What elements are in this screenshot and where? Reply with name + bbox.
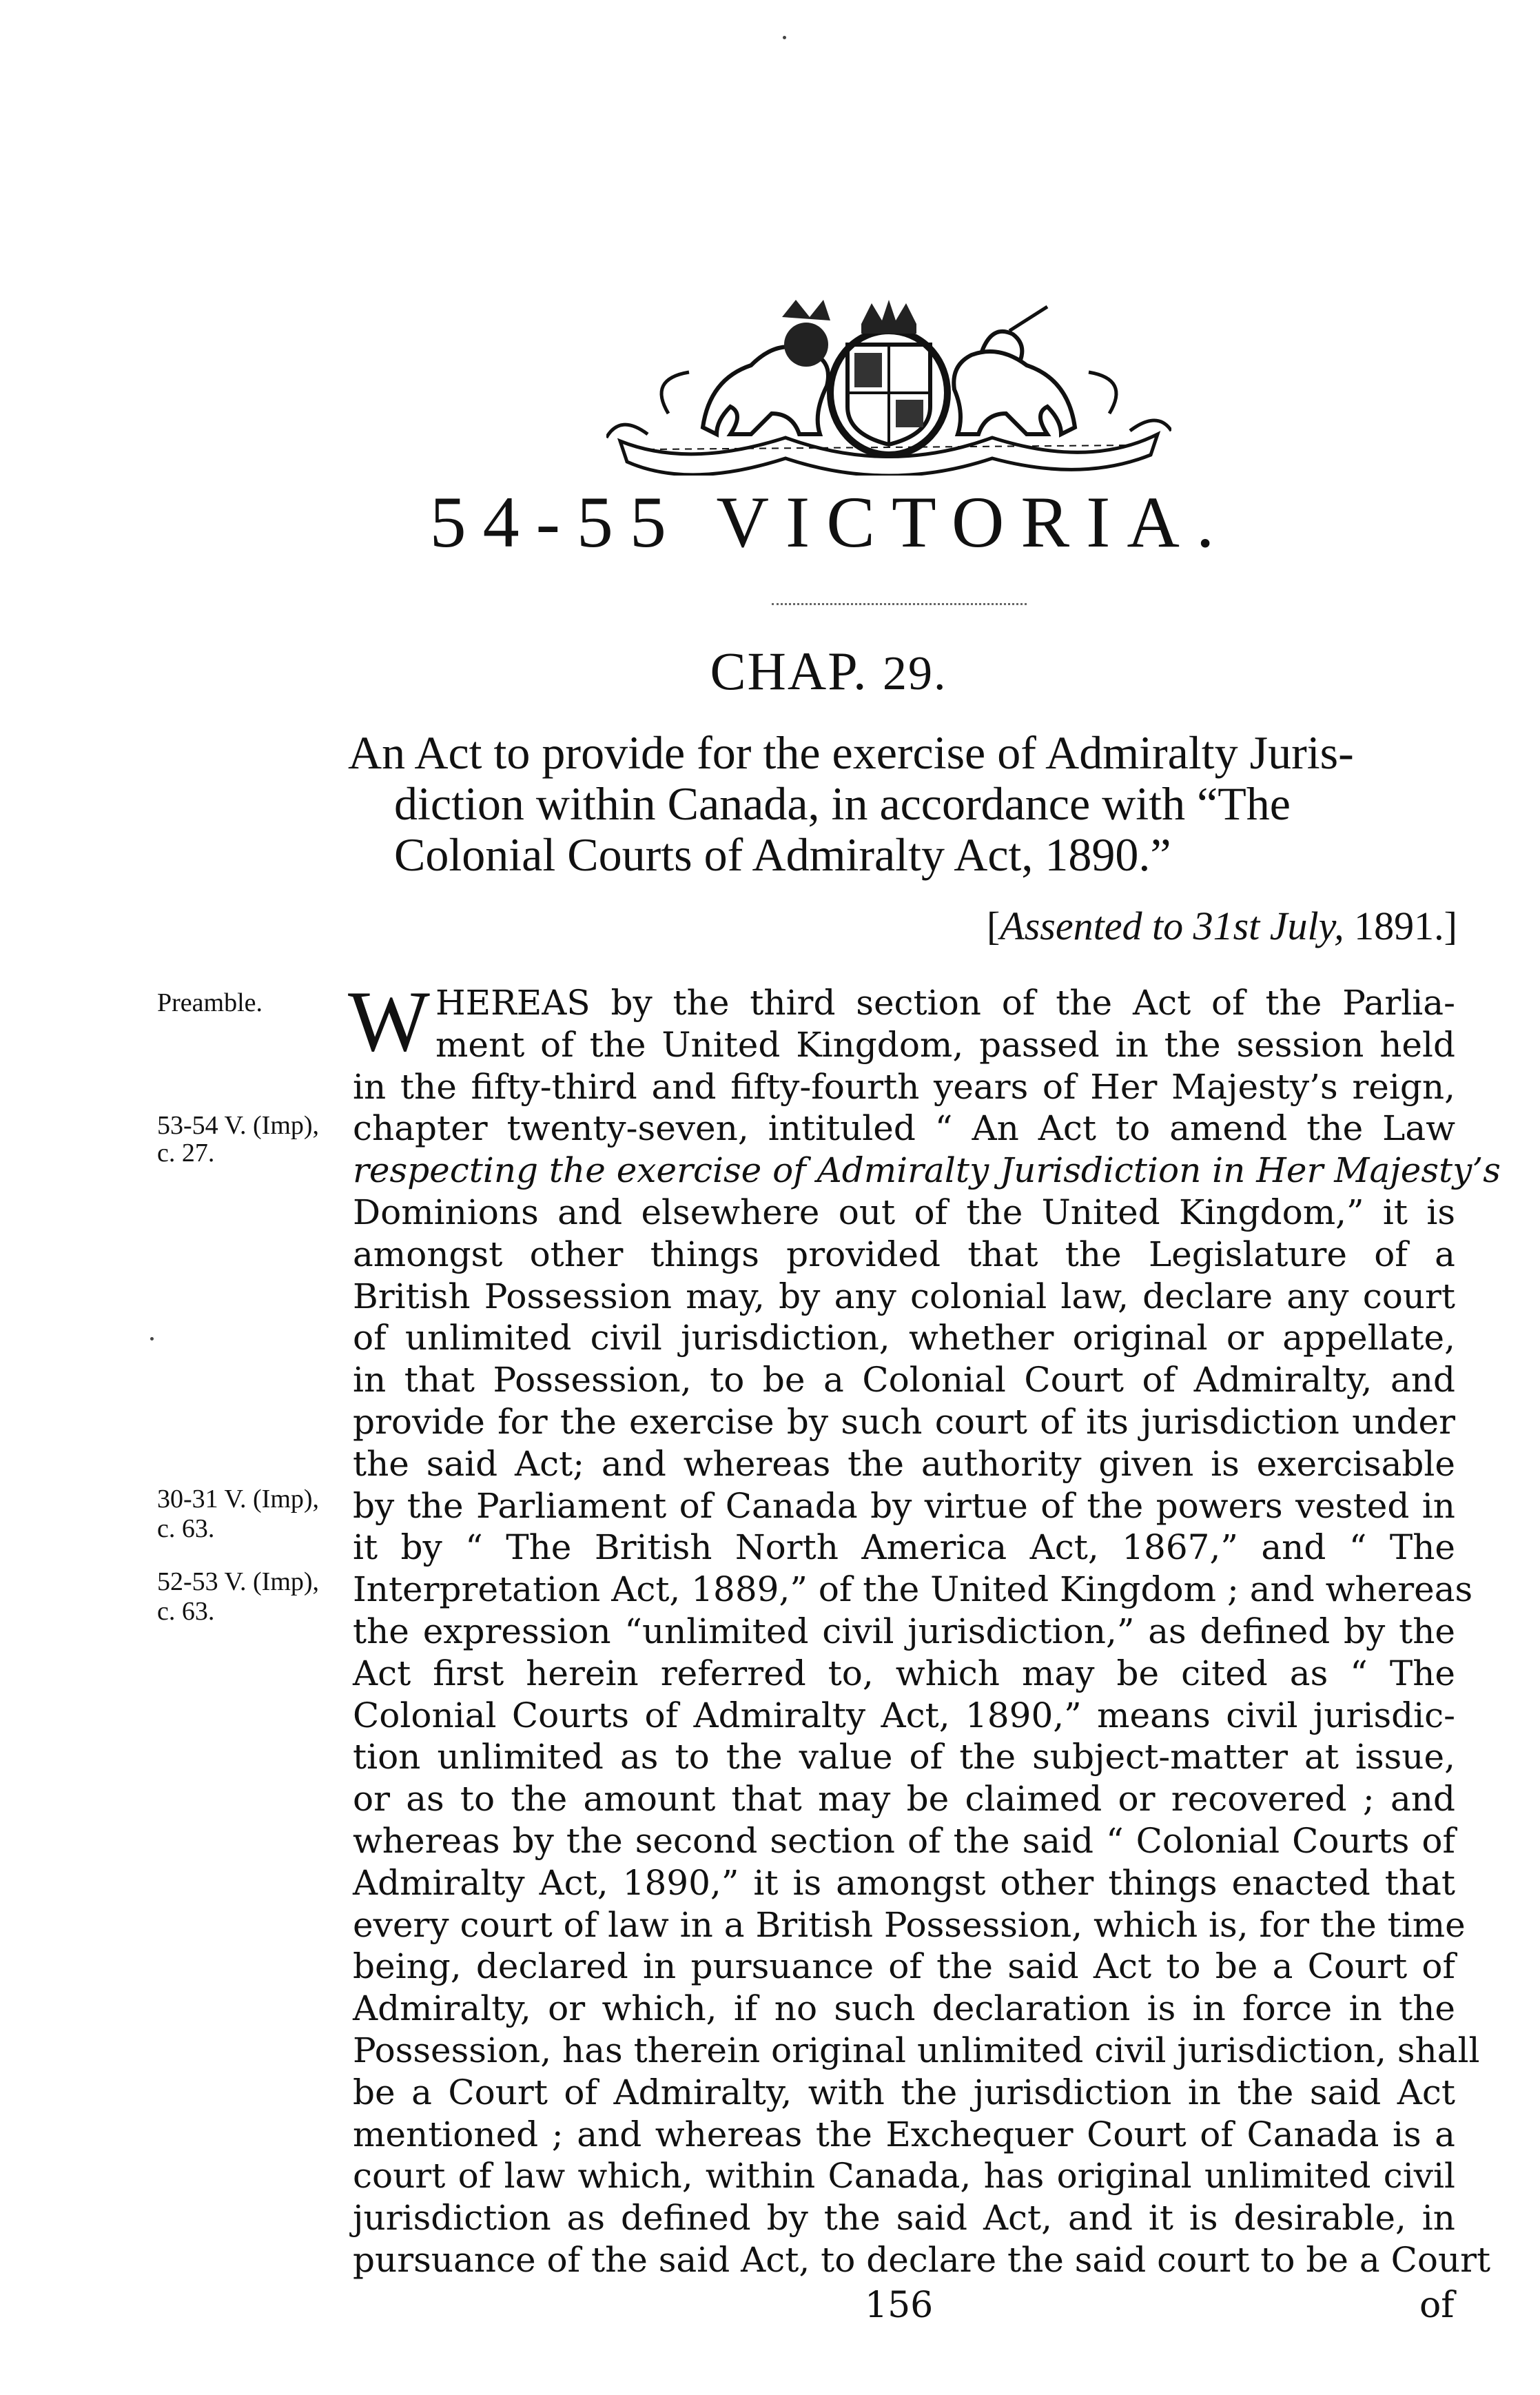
margin-note-preamble: Preamble. <box>157 988 263 1017</box>
margin-note-chapter: c. 27. <box>157 1139 215 1168</box>
body-line: being, declared in pursuance of the said Act to be a Court of <box>353 1946 1455 1987</box>
chapter-heading <box>0 641 1540 701</box>
body-line: every court of law in a British Possession, which is, for the time <box>353 1904 1466 1945</box>
drop-cap: W <box>348 974 430 1070</box>
body-line: of unlimited civil jurisdiction, whether original or appellate, <box>353 1318 1455 1358</box>
body-line: mentioned ; and whereas the Exchequer Court of Canada is a <box>353 2114 1455 2154</box>
body-line: Colonial Courts of Admiralty Act, 1890,” means civil jurisdic- <box>353 1695 1455 1735</box>
royal-coat-of-arms-icon <box>606 296 1171 476</box>
margin-note-citation: 30-31 V. (Imp), <box>157 1485 320 1514</box>
act-title-line: Colonial Courts of Admiralty Act, 1890.” <box>394 828 1171 881</box>
regnal-year-heading: 54-55 VICTORIA. <box>429 482 1231 562</box>
body-line: it by “ The British North America Act, 1867,” and “ The <box>353 1527 1455 1568</box>
body-line: chapter twenty-seven, intituled “ An Act to amend the Law <box>353 1108 1455 1149</box>
act-long-title <box>348 727 1457 880</box>
assent-bracket: [ <box>986 904 1000 948</box>
body-line: respecting the exercise of Admiralty Jurisdiction in Her Majesty’s <box>353 1150 1501 1191</box>
body-line: pursuance of the said Act, to declare the said court to be a Court <box>353 2239 1491 2280</box>
chapter-number: 29. <box>882 647 947 700</box>
assent-year: 1891.] <box>1354 904 1457 948</box>
assent-date <box>987 906 1457 946</box>
body-line: provide for the exercise by such court of its jurisdiction under <box>353 1401 1455 1442</box>
body-line: Admiralty, or which, if no such declaration is in force in the <box>353 1988 1455 2029</box>
body-line: HEREAS by the third section of the Act of the Parlia- <box>435 983 1455 1023</box>
print-speck <box>783 36 786 39</box>
catchword: of <box>1419 2285 1455 2326</box>
body-line: the said Act; and whereas the authority given is exercisable <box>353 1443 1455 1484</box>
margin-note-chapter: c. 63. <box>157 1514 215 1543</box>
body-line: jurisdiction as defined by the said Act, and it is desirable, in <box>353 2198 1455 2239</box>
body-line: amongst other things provided that the Legislature of a <box>353 1234 1455 1274</box>
chapter-label: CHAP. <box>710 641 868 701</box>
act-title-line: diction within Canada, in accordance with “The <box>394 777 1291 830</box>
margin-note-citation: 53-54 V. (Imp), <box>157 1111 320 1140</box>
body-line: or as to the amount that may be claimed or recovered ; and <box>353 1779 1455 1820</box>
assent-text: Assented to 31st July, <box>1000 904 1344 948</box>
body-line: Dominions and elsewhere out of the United Kingdom,” it is <box>353 1192 1455 1232</box>
body-line: Interpretation Act, 1889,” of the United Kingdom ; and whereas <box>353 1569 1473 1610</box>
heading-divider <box>772 603 1027 605</box>
body-line: in the fifty-third and fifty-fourth years of Her Majesty’s reign, <box>353 1066 1455 1107</box>
body-line: in that Possession, to be a Colonial Court of Admiralty, and <box>353 1360 1455 1400</box>
preamble-text <box>353 982 1501 2281</box>
body-line: the expression “unlimited civil jurisdiction,” as defined by the <box>353 1611 1455 1651</box>
body-line: whereas by the second section of the said “ Colonial Courts of <box>353 1820 1455 1861</box>
margin-note-chapter: c. 63. <box>157 1597 215 1626</box>
body-line: Act first herein referred to, which may be cited as “ The <box>353 1653 1455 1693</box>
print-speck <box>150 1337 154 1341</box>
margin-note-citation: 52-53 V. (Imp), <box>157 1567 320 1596</box>
body-line: by the Parliament of Canada by virtue of the powers vested in <box>353 1485 1455 1526</box>
body-line: be a Court of Admiralty, with the jurisdiction in the said Act <box>353 2072 1455 2112</box>
body-line: Possession, has therein original unlimited civil jurisdiction, shall <box>353 2030 1480 2070</box>
body-line: Admiralty Act, 1890,” it is amongst other things enacted that <box>353 1862 1455 1903</box>
body-line: tion unlimited as to the value of the subject-matter at issue, <box>353 1737 1455 1777</box>
body-line: British Possession may, by any colonial law, declare any court <box>353 1276 1455 1316</box>
body-line: ment of the United Kingdom, passed in the session held <box>435 1024 1455 1065</box>
act-title-line: An Act to provide for the exercise of Admiralty Juris- <box>348 726 1354 779</box>
page-number: 156 <box>865 2285 934 2326</box>
body-line: court of law which, within Canada, has original unlimited civil <box>353 2156 1455 2197</box>
